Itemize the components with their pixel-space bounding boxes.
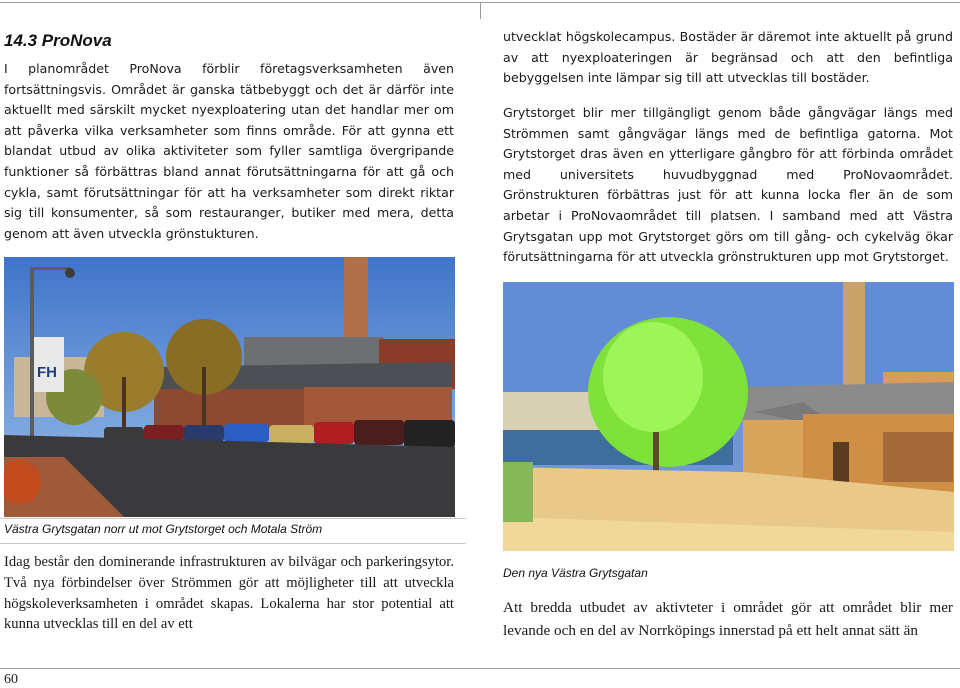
left-paragraph-1: I planområdet ProNova förblir företagsverksamheten även fortsättningsvis. Området är ganska tätbebyggt och det är därför inte aktuellt med särskilt mycket nyexploatering utan det handlar mer om att påverka vilka verksamheter som finns område. För att gynna ett blandat utbud av olika aktiviteter som fyller samtliga övergripande funktioner så förbättras bland annat förutsättningarna för att gå och cykla, samt förutsättningar för att ha verksamheter som direkt riktar sig till konsumenter, så som restauranger, butiker med mera, detta genom att även utveckla grönstukturen. bbox=[4, 61, 454, 241]
caption-rule-bottom bbox=[0, 543, 466, 544]
left-paragraph-2: Idag består den dominerande infrastrukturen av bilvägar och parkeringsytor. Två nya förbindelser över Strömmen gör att möjligheter till att utveckla högskoleverksamheten i området skapas. Lokalerna har stor potential att kunna utvecklas till en del av ett bbox=[4, 554, 454, 633]
page-number: 60 bbox=[4, 672, 18, 687]
bottom-rule bbox=[0, 668, 960, 669]
caption-rule-top bbox=[0, 518, 466, 519]
right-paragraph-1: utvecklat högskolecampus. Bostäder är däremot inte aktuellt på grund av att nyexploateringen är begränsad och att den befintliga bebyggelsen inte lämpar sig till att utvecklas till bostäder. bbox=[503, 29, 953, 86]
street-photo bbox=[4, 257, 455, 517]
street-drawing bbox=[503, 282, 954, 551]
section-heading: 14.3 ProNova bbox=[4, 31, 112, 50]
photo-sign-label: FH bbox=[37, 364, 57, 381]
right-paragraph-3: Att bredda utbudet av aktivteter i området gör att området blir mer levande och en del av Norrköpings innerstad på ett helt annat sätt än bbox=[503, 599, 953, 639]
top-divider bbox=[480, 3, 481, 19]
drawing-caption: Den nya Västra Grytsgatan bbox=[503, 566, 648, 580]
right-paragraph-2: Grytstorget blir mer tillgängligt genom både gångvägar längs med Strömmen samt gångvägar längs med de befintliga gatorna. Mot Grytstorget dras även en ytterligare gångbro för att förbinda området med universitets huvudbyggnad med ProNovaområdet. Grönstrukturen förbättras just för att kunna locka fler än de som arbetar i ProNovaområdet till platsen. I samband med att Västra Grytsgatan upp mot Grytstorget görs om till gång- och cykelväg ökar förutsättningarna för att utveckla grönstrukturen upp mot Grytstorget. bbox=[503, 105, 953, 265]
photo-caption: Västra Grytsgatan norr ut mot Grytstorget och Motala Ström bbox=[4, 522, 323, 536]
